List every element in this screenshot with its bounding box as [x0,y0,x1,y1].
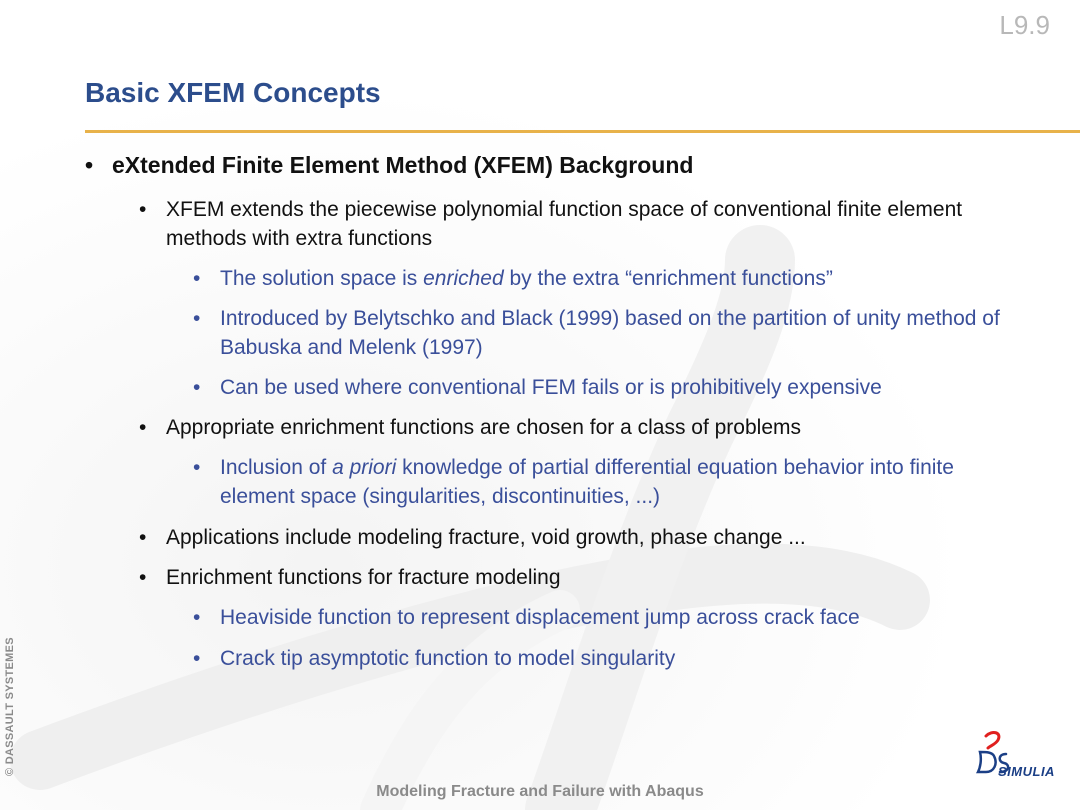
bullet-marker: • [139,198,147,221]
slide-footer: Modeling Fracture and Failure with Abaqus [376,783,704,800]
bullet-can-be-used: • Can be used where conventional FEM fails or is prohibitively expensive [193,373,1023,402]
bullet-marker: • [85,152,94,178]
bullet-marker: • [139,416,147,439]
copyright-notice: © DASSAULT SYSTEMES [4,637,16,776]
bullet-crack-tip: • Crack tip asymptotic function to model singularity [193,644,1023,673]
bullet-marker: • [139,526,147,549]
bullet-marker: • [193,267,201,290]
bullet-xfem-extends: • XFEM extends the piecewise polynomial function space of conventional finite element methods with extra functions [139,195,1019,253]
bullet-solution-space: • The solution space is enriched by the extra “enrichment functions” [193,264,1023,293]
bullet-marker: • [193,606,201,629]
slide-number: L9.9 [999,10,1050,40]
bullet-introduced-by: • Introduced by Belytschko and Black (1999) based on the partition of unity method of Babuska and Melenk (1997) [193,304,1023,362]
bullet-marker: • [193,307,201,330]
bullet-marker: • [139,566,147,589]
bullet-marker: • [193,376,201,399]
bullet-enrichment-fracture: • Enrichment functions for fracture modeling [139,563,1019,592]
title-underline [85,130,1080,133]
bullet-marker: • [193,456,201,479]
simulia-wordmark: SIMULIA [998,764,1055,779]
bullet-marker: • [193,647,201,670]
bullet-a-priori: • Inclusion of a priori knowledge of partial differential equation behavior into finite element space (singularities, discontinuities, ...) [193,453,1023,511]
slide-title: Basic XFEM Concepts [85,77,381,108]
bullet-heading: • eXtended Finite Element Method (XFEM) Background [85,152,694,178]
bullet-appropriate-enrichment: • Appropriate enrichment functions are chosen for a class of problems [139,413,1019,442]
bullet-heaviside: • Heaviside function to represent displacement jump across crack face [193,603,1023,632]
bullet-applications: • Applications include modeling fracture, void growth, phase change ... [139,523,1019,552]
